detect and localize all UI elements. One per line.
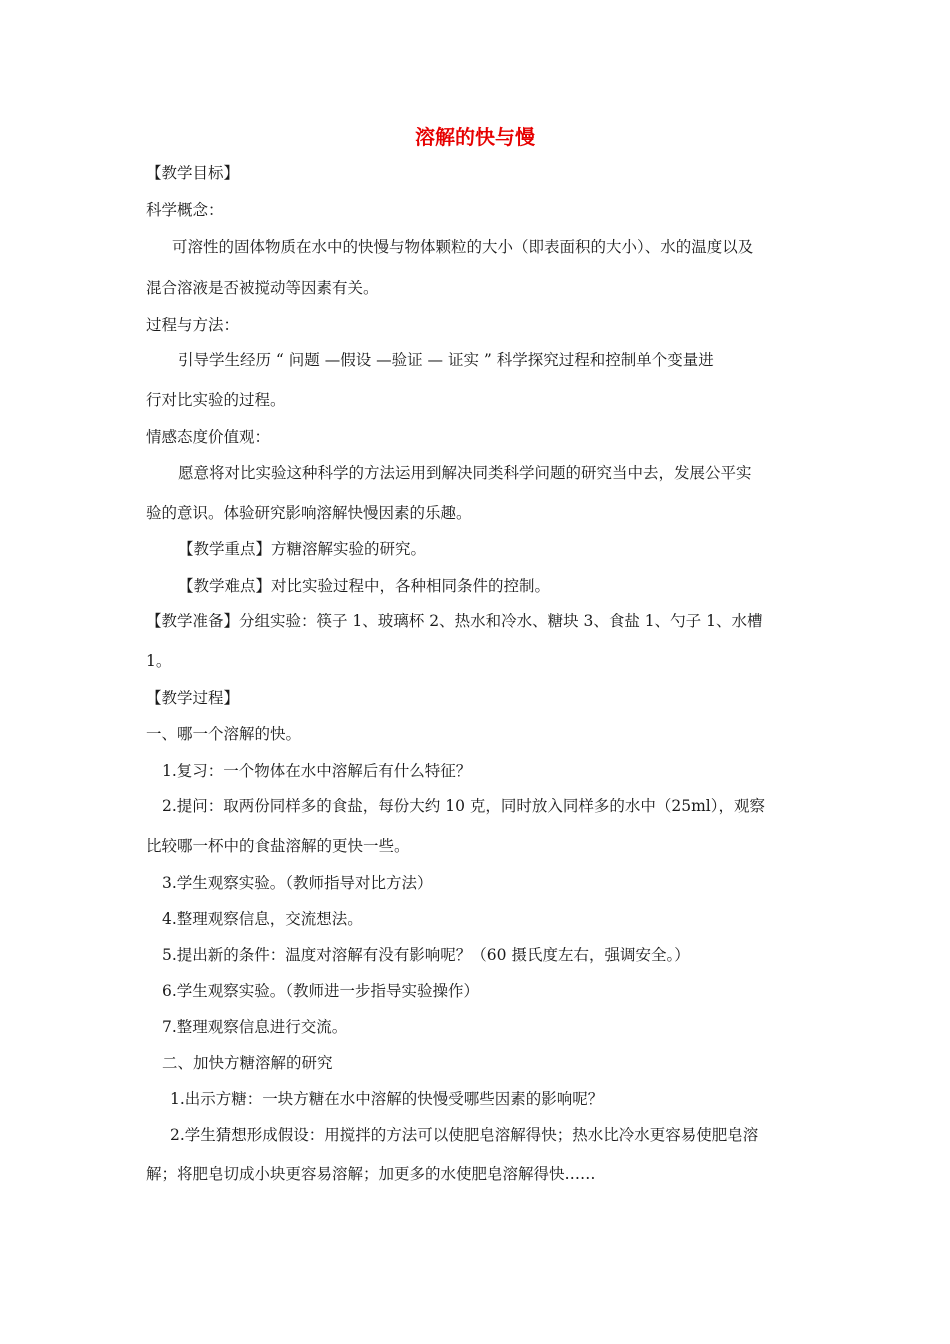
section2-step1: 1.出示方糖：一块方糖在水中溶解的快慢受哪些因素的影响呢？ bbox=[170, 1090, 604, 1108]
objectives-heading: 【教学目标】 bbox=[146, 164, 240, 182]
preparation-line2: 1。 bbox=[146, 652, 172, 670]
concept-label: 科学概念： bbox=[146, 201, 224, 219]
process-method-label: 过程与方法： bbox=[146, 316, 240, 334]
difficulty: 【教学难点】对比实验过程中，各种相同条件的控制。 bbox=[178, 577, 551, 595]
section2-title: 二、加快方糖溶解的研究 bbox=[162, 1054, 333, 1072]
section1-step6: 6.学生观察实验。（教师进一步指导实验操作） bbox=[162, 982, 480, 1000]
section1-step1: 1.复习：一个物体在水中溶解后有什么特征？ bbox=[162, 762, 472, 780]
section1-step5: 5.提出新的条件：温度对溶解有没有影响呢？（60 摄氏度左右，强调安全。） bbox=[162, 946, 690, 964]
section2-step2-line2: 解；将肥皂切成小块更容易溶解；加更多的水使肥皂溶解得快…… bbox=[146, 1165, 596, 1183]
concept-text-line2: 混合溶液是否被搅动等因素有关。 bbox=[146, 279, 379, 297]
concept-text-line1: 可溶性的固体物质在水中的快慢与物体颗粒的大小（即表面积的大小）、水的温度以及 bbox=[172, 238, 754, 256]
section1-step2-line2: 比较哪一杯中的食盐溶解的更快一些。 bbox=[146, 837, 410, 855]
section1-step2-line1: 2.提问：取两份同样多的食盐，每份大约 10 克，同时放入同样多的水中（25ml），观察 bbox=[162, 797, 765, 815]
section1-step3: 3.学生观察实验。（教师指导对比方法） bbox=[162, 874, 433, 892]
attitude-line1: 愿意将对比实验这种科学的方法运用到解决同类科学问题的研究当中去，发展公平实 bbox=[178, 464, 752, 482]
key-point: 【教学重点】方糖溶解实验的研究。 bbox=[178, 540, 427, 558]
preparation-line1: 【教学准备】分组实验：筷子 1、玻璃杯 2、热水和冷水、糖块 3、食盐 1、勺子 1、水槽 bbox=[146, 612, 763, 630]
page-title: 溶解的快与慢 bbox=[415, 125, 535, 149]
process-method-line1: 引导学生经历 “ 问题 —假设 —验证 — 证实 ” 科学探究过程和控制单个变量进 bbox=[178, 351, 714, 369]
section2-step2-line1: 2.学生猜想形成假设：用搅拌的方法可以使肥皂溶解得快；热水比冷水更容易使肥皂溶 bbox=[170, 1126, 759, 1144]
attitude-label: 情感态度价值观： bbox=[146, 428, 271, 446]
section1-step4: 4.整理观察信息，交流想法。 bbox=[162, 910, 363, 928]
process-method-line2: 行对比实验的过程。 bbox=[146, 391, 286, 409]
section1-step7: 7.整理观察信息进行交流。 bbox=[162, 1018, 348, 1036]
attitude-line2: 验的意识。体验研究影响溶解快慢因素的乐趣。 bbox=[146, 504, 472, 522]
process-heading: 【教学过程】 bbox=[146, 689, 240, 707]
section1-title: 一、哪一个溶解的快。 bbox=[146, 725, 302, 743]
